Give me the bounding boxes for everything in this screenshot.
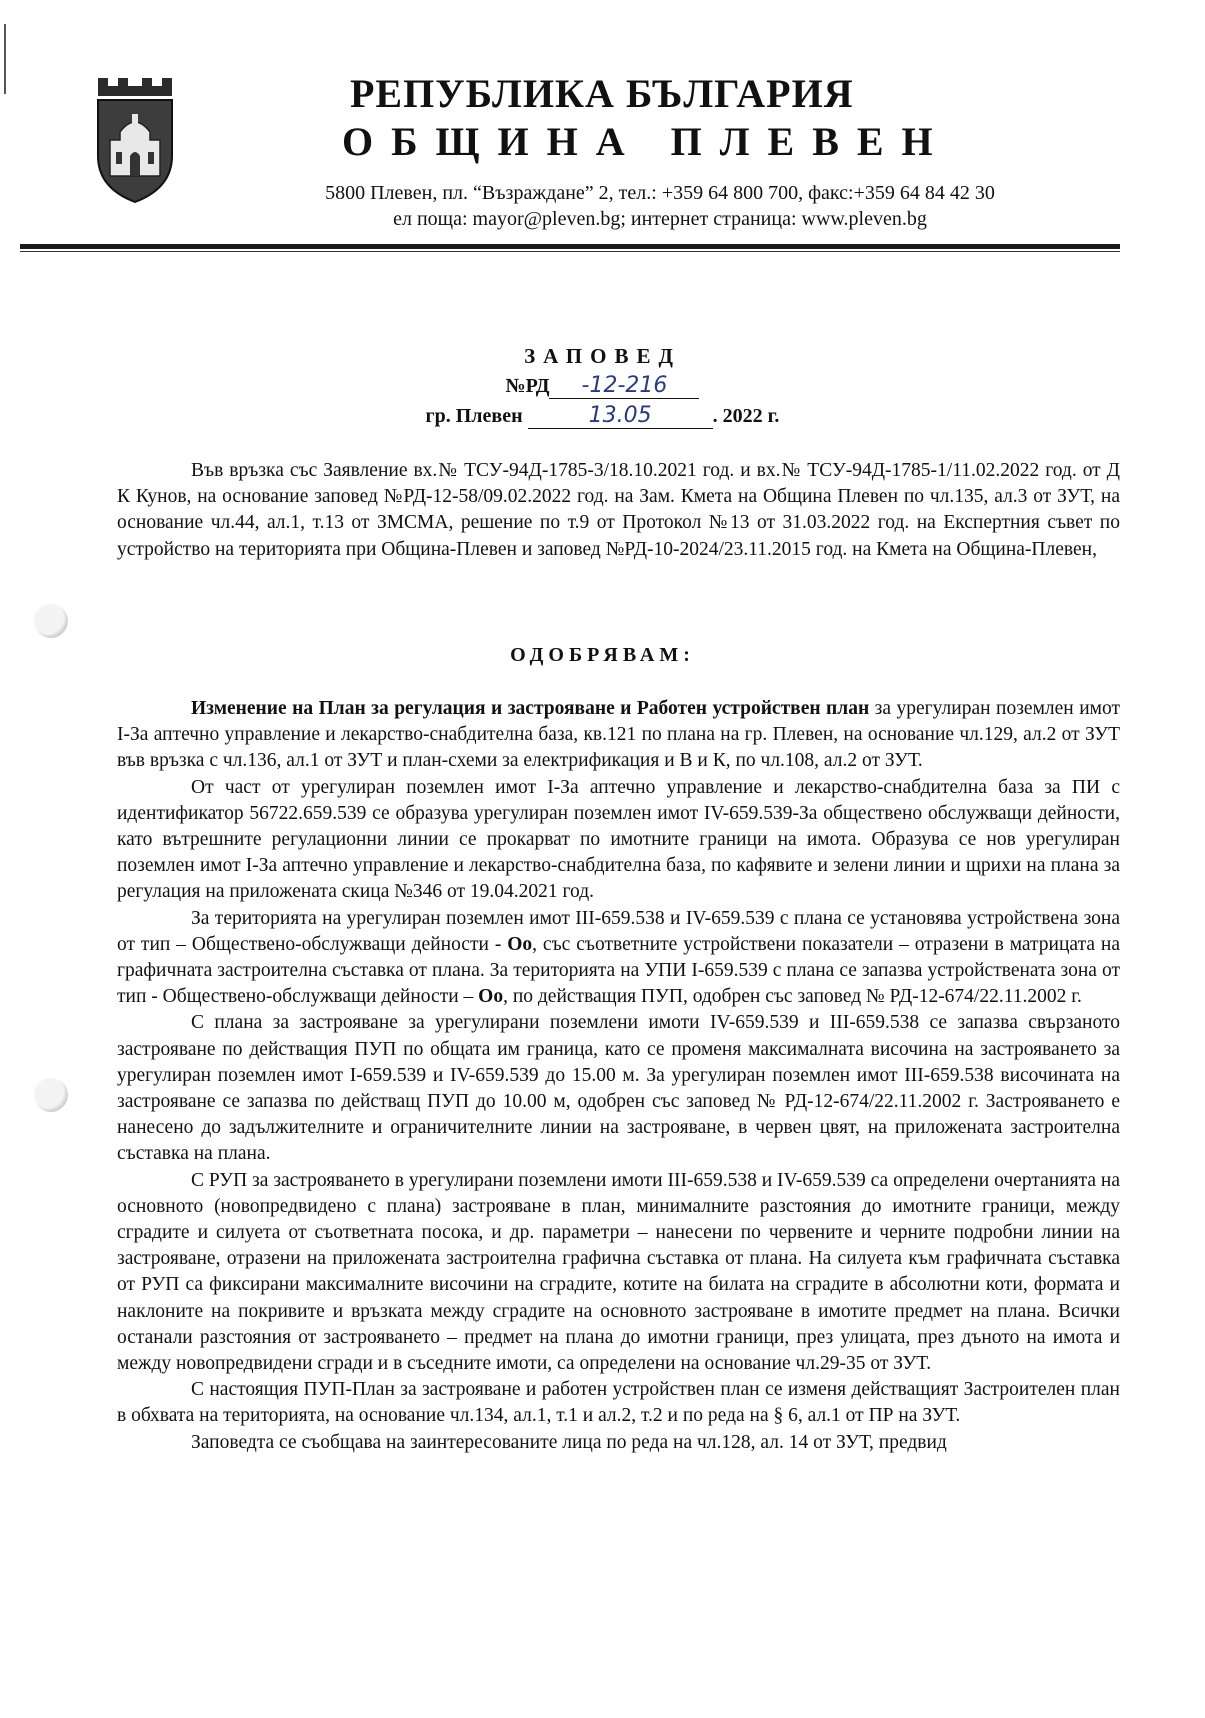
order-place-prefix: гр. Плевен (425, 405, 523, 427)
paragraph-7: Заповедта се съобщава на заинтересованите лица по реда на чл.128, ал. 14 от ЗУТ, предвид (191, 1431, 947, 1453)
paragraph-3-c: , със съответните устройствени показатели – отразени в матрицата на графичната застроителна съставка от плана. За територията на УПИ I-659.539 с плана се запазва устройствената зона от тип - Обществено-обслужващи дейности – (117, 933, 1120, 1008)
order-date-handwritten: 13.05 (528, 403, 713, 429)
coat-of-arms-icon (90, 56, 180, 206)
punch-hole-top (34, 604, 68, 638)
header-contact-address: 5800 Плевен, пл. “Възраждане” 2, тел.: +359 64 800 700, факс:+359 64 84 42 30 (325, 182, 995, 204)
paragraph-3-zone1: Оо (507, 933, 533, 955)
paragraph-1-bold: Изменение на План за регулация и застрояване и Работен устройствен план (191, 698, 870, 719)
paragraph-3-zone2: Оо (478, 986, 504, 1008)
punch-hole-bottom (34, 1078, 68, 1112)
order-number-handwritten: -12-216 (549, 373, 699, 399)
paragraph-1 (117, 696, 1120, 775)
header-line2: ОБЩИНА ПЛЕВЕН (342, 119, 951, 164)
paragraph-1-rest: за урегулиран поземлен имот I-За аптечно управление и лекарство-снабдителна база, кв.121 по плана на гр. Плевен, на основание чл.129, ал.2 от ЗУТ във връзка с чл.136, ал.1 от ЗУТ и план-схеми за електрификация и В и К, по чл.108, ал.2 от ЗУТ. (117, 698, 1120, 772)
header-rule (20, 244, 1120, 249)
paragraph-6: С настоящия ПУП-План за застрояване и работен устройствен план се изменя действащият Застроителен план в обхвата на територията, на основание чл.134, ал.1, т.1 и ал.2, т.2 и по реда на § 6, ал.1 от ПР на ЗУТ. (117, 1379, 1120, 1427)
order-year-suffix: . 2022 г. (712, 405, 780, 427)
header-contact-web: ел поща: mayor@pleven.bg; интернет страница: www.pleven.bg (393, 208, 927, 230)
order-place-date (0, 403, 1205, 429)
intro-paragraph: Във връзка със Заявление вх.№ ТСУ-94Д-1785-3/18.10.2021 год. и вх.№ ТСУ-94Д-1785-1/11.02.2022 год. от Д К Кунов, на основание заповед №РД-12-58/09.02.2022 год. на Зам. Кмета на Община Плевен по чл.135, ал.3 от ЗУТ, на основание чл.44, ал.1, т.13 от ЗМСМА, решение по т.9 от Протокол №13 от 31.03.2022 год. на Експертния съвет по устройство на територията при Община-Плевен и заповед №РД-10-2024/23.11.2015 год. на Кмета на Община-Плевен, (117, 460, 1120, 560)
main-body (117, 696, 1120, 1456)
order-number-prefix: №РД (505, 375, 550, 397)
intro-section (117, 458, 1120, 563)
paragraph-2: От част от урегулиран поземлен имот I-За аптечно управление и лекарство-снабдителна база за ПИ с идентификатор 56722.659.539 се образува урегулиран поземлен имот IV-659.539-За обществено обслужващи дейности, като вътрешните регулационни линии се прокарват по имотните граници на имота. Образува се нов урегулиран поземлен имот I-За аптечно управление и лекарство-снабдителна база, по кафявите и зелени линии и щрихи на плана за регулация на приложената скица №346 от 19.04.2021 год. (117, 776, 1120, 903)
order-title: ЗАПОВЕД (524, 344, 681, 368)
paragraph-3-d: , по действащия ПУП, одобрен със заповед № РД-12-674/22.11.2002 г. (503, 986, 1082, 1008)
order-number (0, 373, 1205, 399)
scan-edge-mark (4, 24, 6, 94)
letterhead (80, 52, 1140, 242)
header-line1: РЕПУБЛИКА БЪЛГАРИЯ (350, 71, 854, 116)
paragraph-5: С РУП за застрояването в урегулирани поземлени имоти III-659.538 и IV-659.539 са определени очертанията на основното (новопредвидено с плана) застрояване в план, минималните разстояния до имотните граници, между сградите и силуета от съответната посока, и др. параметри – нанесени по червените и черните подробни линии на застрояване, отразени на приложената застроителна графична съставка от плана. На силуета към графичната съставка от РУП са фиксирани максималните височини на сградите, котите на билата на сградите в абсолютни коти, формата и наклоните на покривите и връзката между сградите на основното застрояване в имотите предмет на плана. Всички останали разстояния от застрояването – предмет на плана до имотни граници, през улицата, през дъното на имота и между новопредвидени сгради и в съседните имоти, са определени на основание чл.29-35 от ЗУТ. (117, 1169, 1120, 1375)
paragraph-3-a: За територията на урегулиран поземлен имот III-659.538 и IV-659.539 с плана се установява устройствена зона от тип – Обществено-обслужващи дейности - (117, 907, 1120, 955)
paragraph-4: С плана за застрояване за урегулирани поземлени имоти IV-659.539 и III-659.538 се запазва свързаното застрояване по действащия ПУП по общата им граница, като се променя максималната височина на застрояването за урегулиран поземлен имот I-659.539 и IV-659.539 до 15.00 м. За урегулиран поземлен имот III-659.538 височината на застрояване се запазва по действащ ПУП до 10.00 м, одобрен със заповед № РД-12-674/22.11.2002 г. Застрояването е нанесено до задължителните и ограничителните линии на застрояване, в червен цвят, на приложената застроителна съставка на плана. (117, 1012, 1120, 1165)
approve-heading: ОДОБРЯВАМ: (510, 644, 695, 666)
paragraph-3 (117, 906, 1120, 1011)
header-rule-thin (20, 251, 1120, 252)
